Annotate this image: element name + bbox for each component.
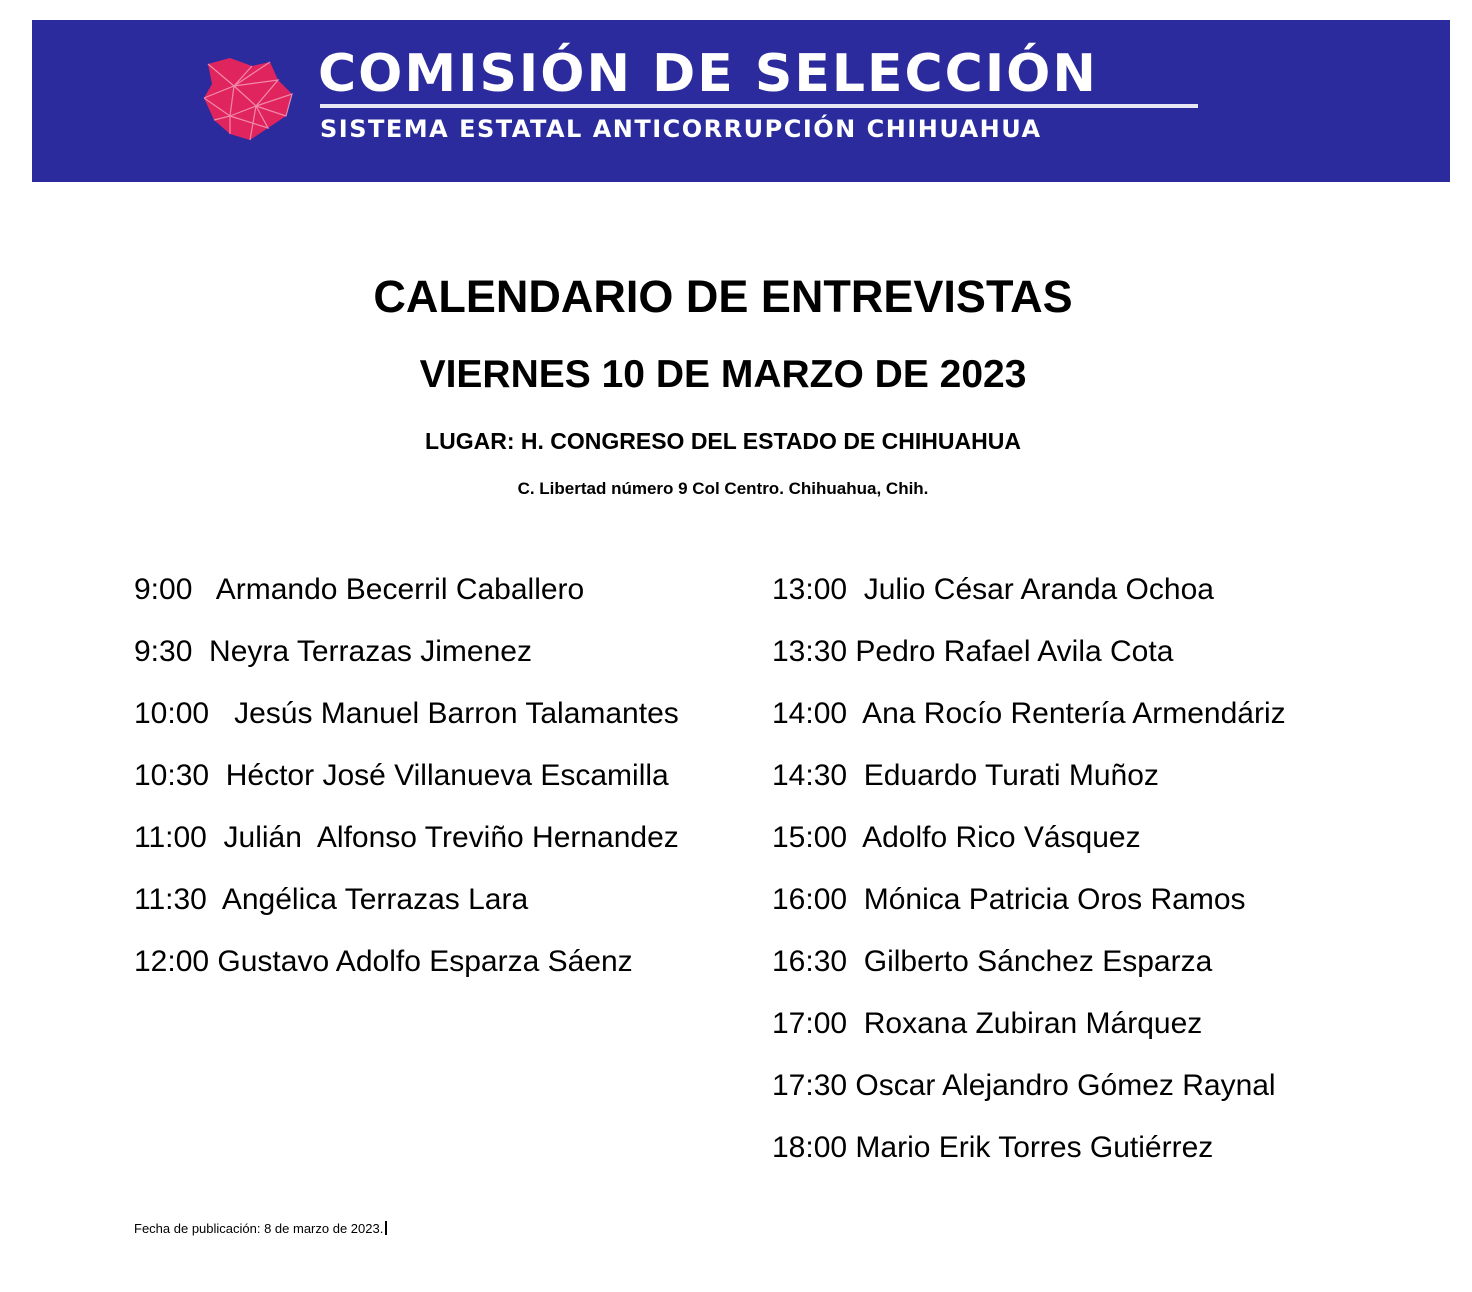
- banner-title: COMISIÓN DE SELECCIÓN: [318, 44, 1098, 104]
- schedule-entry: 18:00 Mario Erik Torres Gutiérrez: [772, 1131, 1214, 1164]
- text-cursor: [385, 1221, 387, 1235]
- schedule-entry: 10:30 Héctor José Villanueva Escamilla: [134, 759, 669, 792]
- schedule-entry: 9:30 Neyra Terrazas Jimenez: [134, 635, 532, 668]
- schedule-entry: 11:30 Angélica Terrazas Lara: [134, 883, 529, 916]
- schedule-column-right: [772, 570, 1392, 1190]
- document-title: CALENDARIO DE ENTREVISTAS: [373, 271, 1073, 322]
- schedule-column-left: [134, 570, 714, 1004]
- schedule-entry: 9:00 Armando Becerril Caballero: [134, 573, 585, 606]
- schedule-entry: 13:00 Julio César Aranda Ochoa: [772, 573, 1214, 606]
- schedule-entry: 16:30 Gilberto Sánchez Esparza: [772, 945, 1213, 978]
- schedule-entry: 17:00 Roxana Zubiran Márquez: [772, 1007, 1203, 1040]
- publication-date: Fecha de publicación: 8 de marzo de 2023.: [134, 1221, 384, 1236]
- interview-date: VIERNES 10 DE MARZO DE 2023: [419, 353, 1027, 396]
- chihuahua-state-map-logo: [200, 54, 296, 144]
- publication-date-footer: [134, 1220, 387, 1238]
- schedule-entry: 13:30 Pedro Rafael Avila Cota: [772, 635, 1174, 668]
- header-banner: [32, 20, 1450, 182]
- schedule-entry: 16:00 Mónica Patricia Oros Ramos: [772, 883, 1246, 916]
- interview-address: C. Libertad número 9 Col Centro. Chihuahua, Chih.: [517, 479, 929, 498]
- schedule-entry: 14:00 Ana Rocío Rentería Armendáriz: [772, 697, 1286, 730]
- banner-divider: [320, 104, 1198, 108]
- schedule-entry: 17:30 Oscar Alejandro Gómez Raynal: [772, 1069, 1276, 1102]
- schedule-entry: 15:00 Adolfo Rico Vásquez: [772, 821, 1141, 854]
- schedule-entry: 14:30 Eduardo Turati Muñoz: [772, 759, 1159, 792]
- schedule-entry: 12:00 Gustavo Adolfo Esparza Sáenz: [134, 945, 633, 978]
- interview-place: LUGAR: H. CONGRESO DEL ESTADO DE CHIHUAHUA: [425, 428, 1021, 454]
- schedule-entry: 10:00 Jesús Manuel Barron Talamantes: [134, 697, 679, 730]
- banner-subtitle: SISTEMA ESTATAL ANTICORRUPCIÓN CHIHUAHUA: [320, 115, 1042, 143]
- schedule-entry: 11:00 Julián Alfonso Treviño Hernandez: [134, 821, 679, 854]
